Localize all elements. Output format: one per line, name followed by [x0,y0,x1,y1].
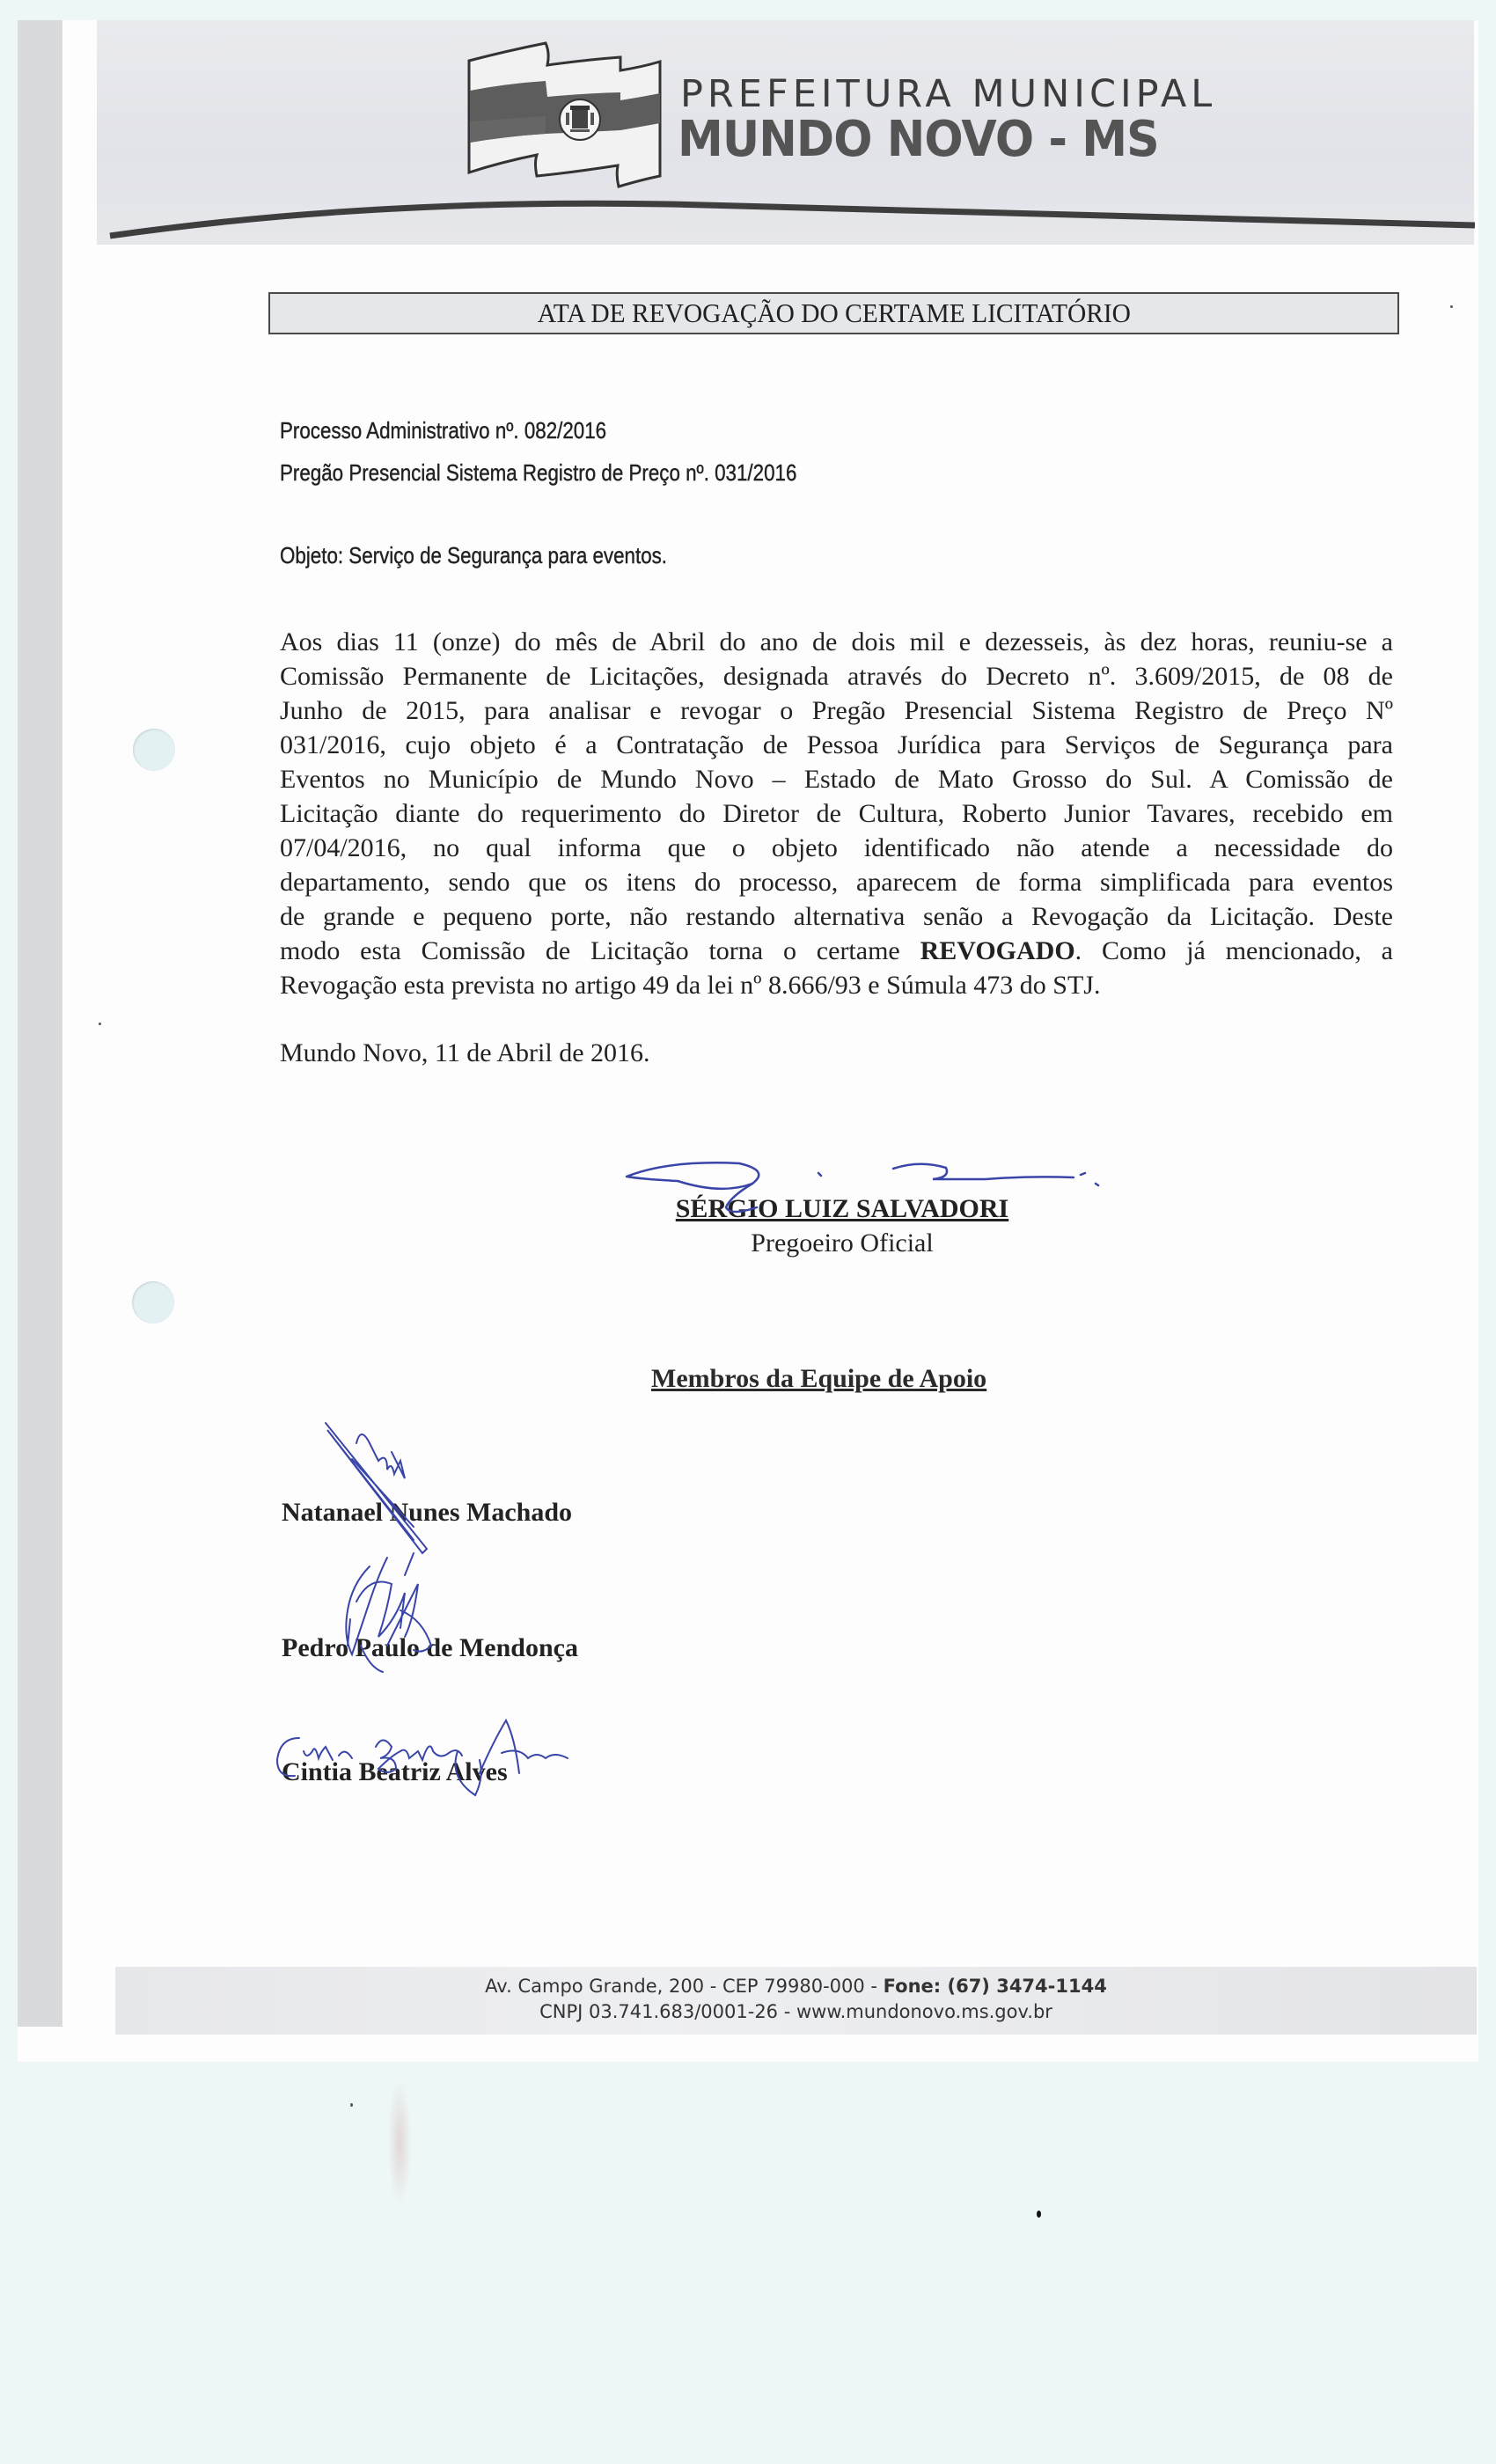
footer-address [115,1976,1477,1997]
footer-phone: Fone: (67) 3474-1144 [883,1976,1107,1997]
pregao-line: Pregão Presencial Sistema Registro de Preço nº. 031/2016 [280,459,797,486]
revogado-emphasis: REVOGADO [920,936,1075,965]
processo-line: Processo Administrativo nº. 082/2016 [280,417,607,444]
paragraph-line [280,934,1393,968]
signatory-role: Pregoeiro Oficial [751,1228,934,1258]
paper-speck [99,1023,101,1025]
paragraph-line: 07/04/2016, no qual informa que o objeto identificado não atende a necessidade do [280,833,1393,862]
paper-speck [1450,305,1453,308]
paragraph-line: Revogação esta prevista no artigo 49 da lei nº 8.666/93 e Súmula 473 do STJ. [280,971,1101,1000]
paragraph-line: Eventos no Município de Mundo Novo – Estado de Mato Grosso do Sul. A Comissão de [280,765,1393,794]
letterhead-line-1: PREFEITURA MUNICIPAL [680,72,1217,116]
document-title: ATA DE REVOGAÇÃO DO CERTAME LICITATÓRIO [537,297,1131,328]
footer-address-text: Av. Campo Grande, 200 - CEP 79980-000 - [485,1976,884,1997]
objeto-line: Objeto: Serviço de Segurança para eventos. [280,542,668,568]
footer-cnpj-website: CNPJ 03.741.683/0001-26 - www.mundonovo.ms.gov.br [539,2001,1052,2022]
document-title-box [268,292,1399,334]
date-place: Mundo Novo, 11 de Abril de 2016. [280,1038,650,1067]
member-name: Cintia Beatriz Alves [282,1757,508,1786]
paragraph-line: Aos dias 11 (onze) do mês de Abril do ano de dois mil e dezesseis, às dez horas, reuniu-se a [280,627,1393,656]
paragraph-line: Junho de 2015, para analisar e revogar o Pregão Presencial Sistema Registro de Preço Nº [280,696,1393,725]
scan-edge-strip [18,20,62,2027]
paragraph-line: de grande e pequeno porte, não restando alternativa senão a Revogação da Licitação. Deste [280,902,1393,931]
paper-speck [1037,2211,1041,2218]
letterhead-curve-rule [110,203,1475,236]
paper-speck [350,2103,353,2107]
letterhead-line-2: MUNDO NOVO - MS [678,111,1159,168]
paper-stain [387,2077,412,2209]
support-team-heading: Membros da Equipe de Apoio [651,1364,987,1393]
paragraph-line: Licitação diante do requerimento do Diretor de Cultura, Roberto Junior Tavares, recebido em [280,799,1393,828]
paragraph-line: 031/2016, cujo objeto é a Contratação de Pessoa Jurídica para Serviços de Segurança para [280,730,1393,759]
punch-hole [133,729,175,771]
punch-hole [132,1281,174,1324]
signatory-name: SÉRGIO LUIZ SALVADORI [675,1194,1009,1223]
paragraph-line: departamento, sendo que os itens do processo, aparecem de forma simplificada para eventos [280,868,1393,897]
member-name: Natanael Nunes Machado [282,1498,573,1527]
paragraph-line: Comissão Permanente de Licitações, designada através do Decreto nº. 3.609/2015, de 08 de [280,662,1393,691]
municipal-flag-icon [469,43,660,187]
paragraph-text: . Como já mencionado, a [1074,936,1393,965]
member-name: Pedro Paulo de Mendonça [282,1633,578,1662]
paragraph-text: modo esta Comissão de Licitação torna o certame [280,936,920,965]
